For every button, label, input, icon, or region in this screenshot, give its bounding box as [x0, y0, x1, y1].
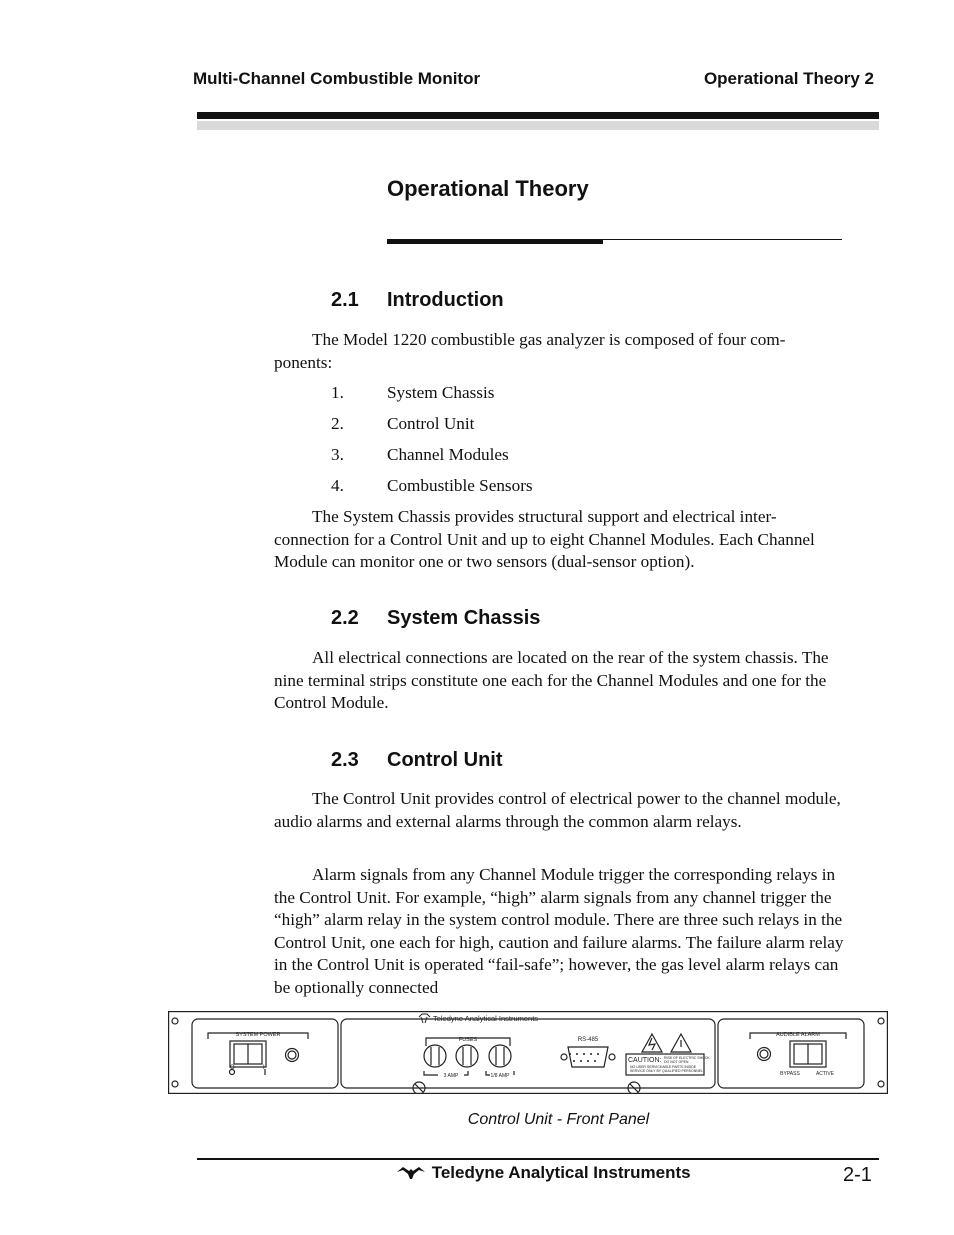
caution-label: CAUTION:	[628, 1057, 662, 1064]
paragraph: The System Chassis provides structural support and electrical inter- connection for a Control Unit and up to eight Channel Modules. Each Channel Module can monitor one or two sensors (dual-sensor option).	[274, 507, 815, 571]
section-number: 2.2	[331, 607, 359, 629]
running-header-chapter: Operational Theory 2	[703, 69, 874, 88]
list-item-text: Channel Modules	[387, 445, 509, 464]
section-number: 2.1	[331, 289, 359, 311]
section-title: System Chassis	[387, 607, 541, 629]
list-item-number: 2.	[331, 414, 344, 433]
system-power-label: SYSTEM POWER	[235, 1032, 281, 1038]
panel-outline	[169, 1012, 888, 1094]
fuse-icon	[424, 1045, 446, 1067]
fuse-icon	[456, 1045, 478, 1067]
paragraph: The Control Unit provides control of electrical power to the channel module, audio alarms and external alarms through the common alarm relays.	[274, 789, 841, 831]
paragraph: All electrical connections are located on the rear of the system chassis. The nine terminal strips constitute one each for the Channel Modules and one for the Control Module.	[274, 648, 829, 712]
footer-brand-text: Teledyne Analytical Instruments	[431, 1163, 691, 1182]
fuses-label: FUSES	[458, 1037, 478, 1043]
list-item-number: 3.	[331, 445, 344, 464]
mount-hole	[878, 1018, 884, 1024]
title-rule-thin	[603, 239, 842, 240]
mount-hole	[878, 1081, 884, 1087]
caution-text: RISK OF ELECTRIC SHOCK	[664, 1056, 710, 1060]
paragraph: The Model 1220 combustible gas analyzer is composed of four com- ponents:	[274, 330, 786, 372]
list-item-text: System Chassis	[387, 383, 495, 402]
header-rule	[197, 112, 879, 119]
caution-text: SERVICE ONLY BY QUALIFIED PERSONNEL	[630, 1069, 704, 1073]
control-unit-front-panel	[168, 1011, 888, 1094]
footer-rule	[197, 1158, 879, 1160]
teledyne-logo-icon	[395, 1166, 427, 1180]
rs485-label: RS-485	[577, 1037, 599, 1043]
list-item-number: 1.	[331, 383, 344, 402]
caution-text: DO NOT OPEN	[664, 1060, 689, 1064]
running-header-title: Multi-Channel Combustible Monitor	[193, 69, 481, 88]
panel-brand: Teledyne Analytical Instruments	[433, 1014, 539, 1023]
paragraph: Alarm signals from any Channel Module trigger the corresponding relays in the Control Unit. For example, “high” alarm signals from any channel trigger the “high” alarm relay in the system control module. There are three such relays in the Control Unit, one each for high, caution and failure alarms. The failure alarm relay in the Control Unit is operated “fail-safe”; however, the gas level alarm relays can be optionally connected	[274, 865, 844, 997]
caution-text: NO USER SERVICEABLE PARTS INSIDE	[630, 1065, 697, 1069]
section-number: 2.3	[331, 749, 359, 771]
audible-alarm-label: AUDIBLE ALARM	[776, 1032, 820, 1038]
mount-hole	[172, 1081, 178, 1087]
power-subpanel	[192, 1019, 338, 1088]
active-label: ACTIVE	[815, 1071, 835, 1077]
footer-brand	[395, 1163, 691, 1183]
bypass-label: BYPASS	[780, 1071, 800, 1077]
rs485-connector	[568, 1047, 608, 1067]
section-title: Control Unit	[387, 749, 503, 771]
list-item-text: Combustible Sensors	[387, 476, 533, 495]
fuse-icon	[489, 1045, 511, 1067]
switch-off-label: O	[230, 1065, 235, 1071]
list-item-text: Control Unit	[387, 414, 475, 433]
page-number: 2-1	[843, 1164, 872, 1186]
figure-caption: Control Unit - Front Panel	[467, 1111, 650, 1128]
header-rule-shadow	[197, 121, 879, 130]
mount-hole	[172, 1018, 178, 1024]
chapter-title: Operational Theory	[387, 176, 589, 201]
section-title: Introduction	[387, 289, 504, 311]
fuse-3amp-label: 3 AMP	[443, 1073, 459, 1079]
fuse-18amp-label: 1/8 AMP	[490, 1073, 510, 1079]
switch-on-label: I	[263, 1065, 265, 1071]
list-item-number: 4.	[331, 476, 344, 495]
alarm-subpanel	[718, 1019, 864, 1088]
title-rule-thick	[387, 239, 603, 244]
